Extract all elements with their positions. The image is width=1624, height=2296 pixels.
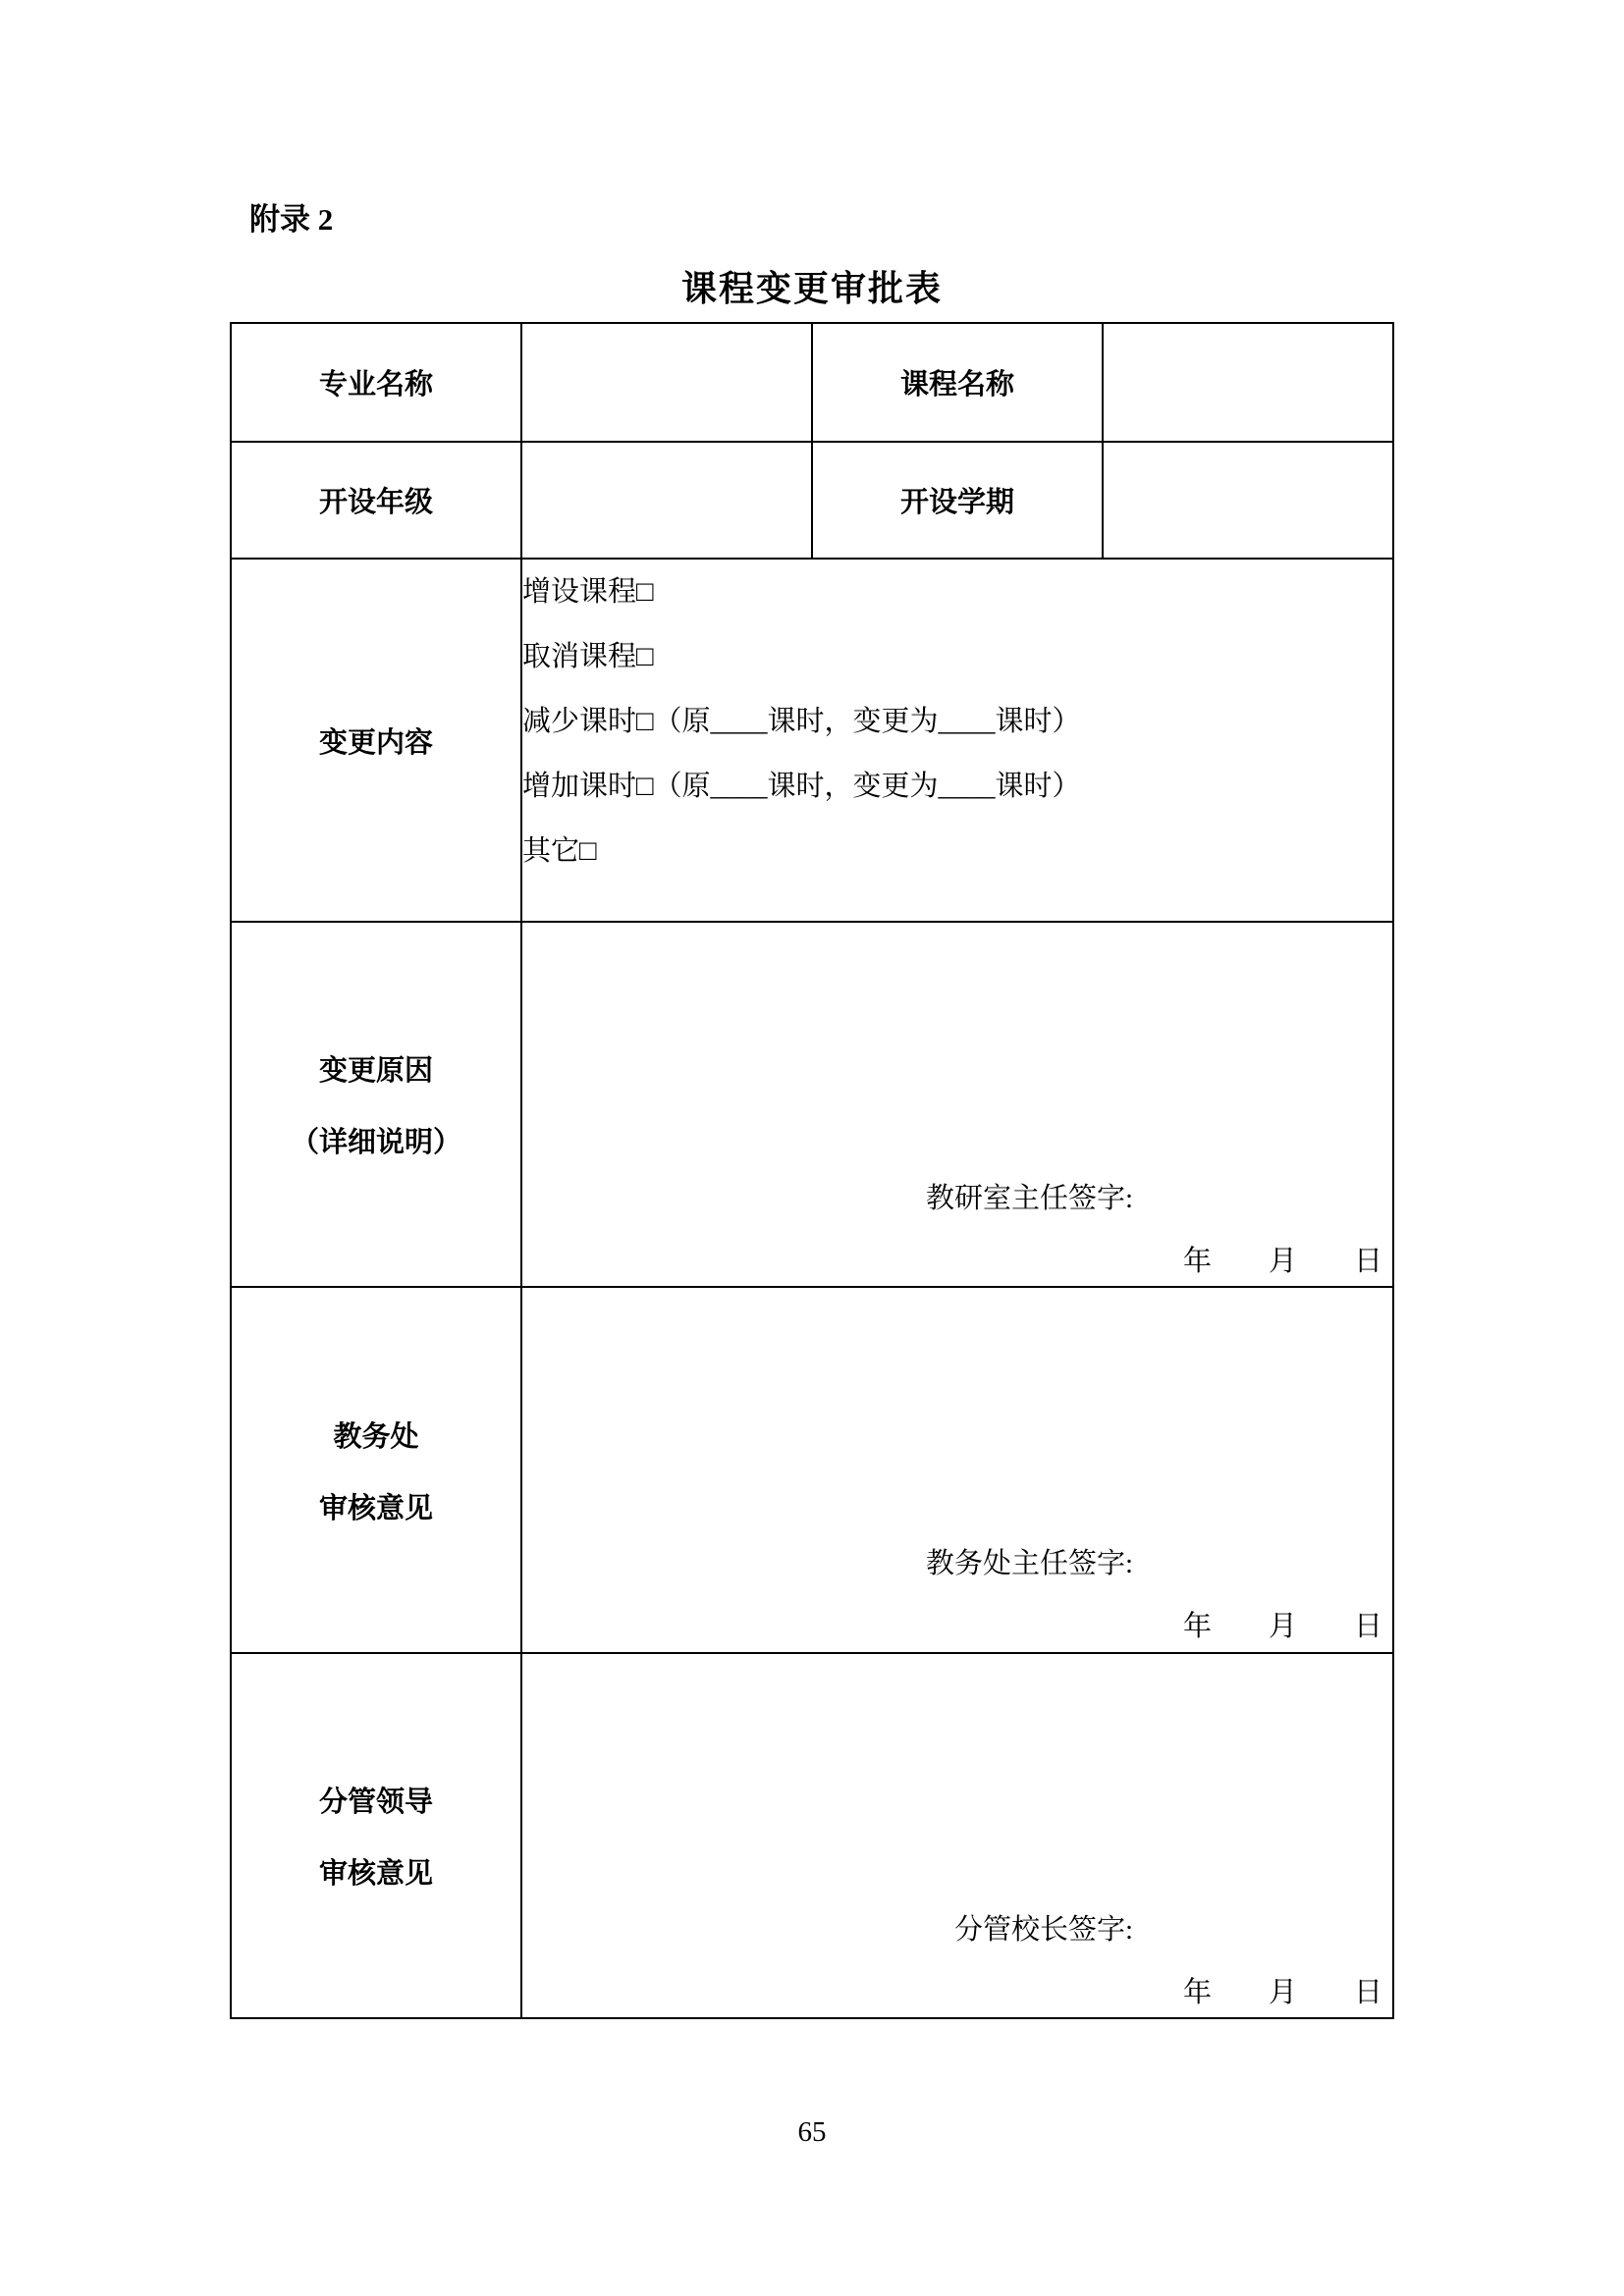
option-add-course: 增设课程□ [522,576,654,608]
table-row [231,559,1393,922]
change-reason-content-cell [521,922,1393,1287]
table-row [231,922,1393,1287]
academic-affairs-label-cell [231,1287,521,1653]
change-reason-label-line1: 变更原因 [318,1055,433,1087]
table-row [231,323,1393,442]
leader-review-label-cell [231,1653,521,2018]
option-reduce-hours: 减少课时□（原____课时，变更为____课时） [522,706,1081,737]
leader-review-content-cell [521,1653,1393,2018]
change-content-label-cell: 变更内容 [231,559,521,922]
option-increase-hours: 增加课时□（原____课时，变更为____课时） [522,771,1081,802]
form-title: 课程变更审批表 [680,269,943,308]
table-row [231,1653,1393,2018]
date-year-month-day: 年 月 日 [1182,1611,1382,1642]
option-cancel-course: 取消课程□ [522,641,654,672]
academic-affairs-director-signature-label: 教务处主任签字: [925,1548,1133,1579]
table-row [231,1287,1393,1653]
approval-form-table [230,322,1394,2019]
academic-affairs-label-line2: 审核意见 [318,1492,433,1524]
leader-review-label-line1: 分管领导 [318,1787,433,1818]
semester-value-cell [1103,442,1393,559]
academic-affairs-content-cell [521,1287,1393,1653]
teaching-office-director-signature-label: 教研室主任签字: [925,1183,1133,1214]
leader-review-label-line2: 审核意见 [318,1858,433,1890]
course-name-value-cell [1103,323,1393,442]
major-name-label-cell: 专业名称 [231,323,521,442]
vice-principal-signature-label: 分管校长签字: [953,1914,1133,1946]
semester-label-cell: 开设学期 [812,442,1103,559]
course-name-label-cell: 课程名称 [812,323,1103,442]
academic-affairs-label-line1: 教务处 [333,1420,419,1453]
date-year-month-day: 年 月 日 [1182,1246,1382,1277]
change-content-options-cell [521,559,1393,922]
major-name-value-cell [521,323,812,442]
grade-label-cell: 开设年级 [231,442,521,559]
grade-value-cell [521,442,812,559]
change-reason-label-line2: （详细说明） [290,1127,461,1158]
change-reason-label-cell [231,922,521,1287]
page-number: 65 [797,2116,827,2148]
date-year-month-day: 年 月 日 [1182,1977,1382,2008]
table-row [231,442,1393,559]
option-other: 其它□ [522,835,597,867]
appendix-label: 附录 2 [249,202,334,237]
